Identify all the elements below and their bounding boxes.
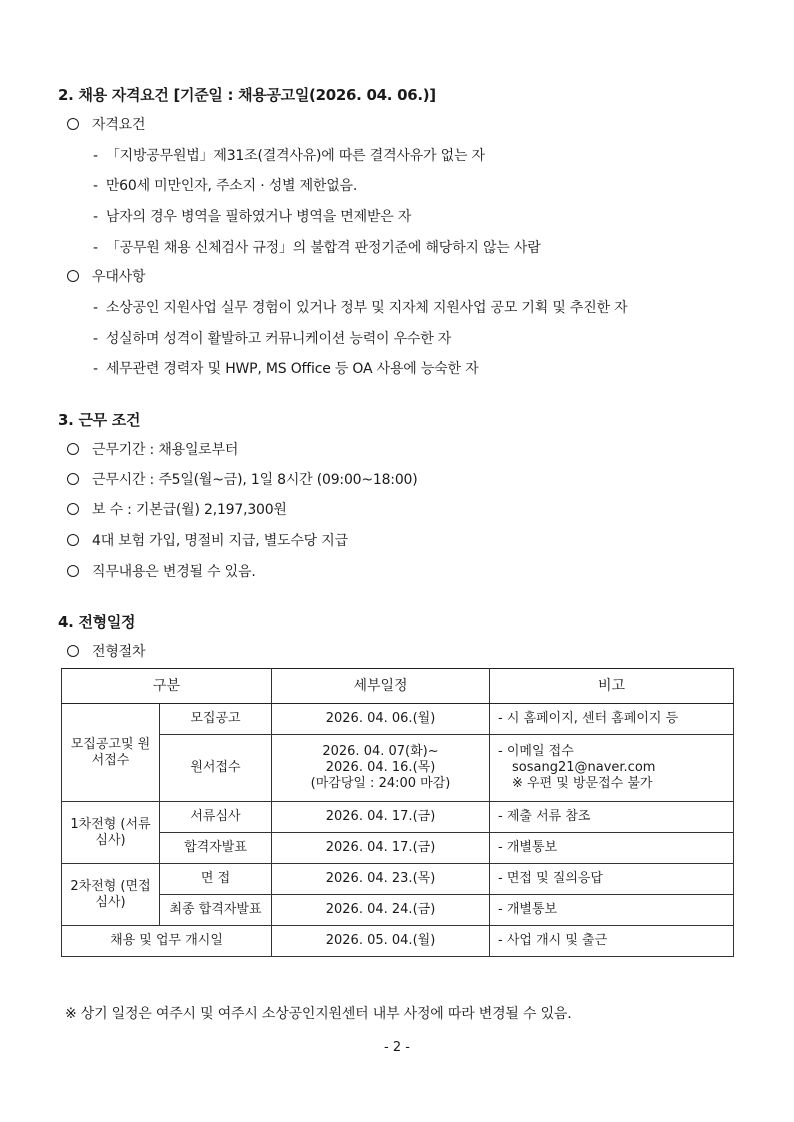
condition-text: 직무내용은 변경될 수 있음. — [92, 564, 256, 580]
list-item: - 세무관련 경력자 및 HWP, MS Office 등 OA 사용에 능숙한 자 — [93, 361, 479, 377]
circle-bullet-icon — [67, 503, 79, 515]
date-cell — [272, 735, 490, 802]
list-item: - 성실하며 성격이 활발하고 커뮤니케이션 능력이 우수한 자 — [93, 331, 452, 347]
list-item-text: 남자의 경우 병역을 필하였거나 병역을 면제받은 자 — [105, 209, 412, 225]
condition-text: 보 수 : 기본급(월) 2,197,300원 — [92, 502, 287, 518]
note-line: - 이메일 접수 — [498, 744, 574, 759]
schedule-table — [61, 668, 734, 957]
circle-bullet-icon — [67, 645, 79, 657]
list-item-text: 「공무원 채용 신체검사 규정」의 불합격 판정기준에 해당하지 않는 사람 — [105, 240, 541, 256]
section-4-title: 4. 전형일정 — [58, 613, 136, 631]
section-3-title: 3. 근무 조건 — [58, 411, 141, 429]
note-cell: - 사업 개시 및 출근 — [490, 926, 734, 957]
condition-text: 근무시간 : 주5일(월~금), 1일 8시간 (09:00~18:00) — [92, 472, 418, 488]
list-item-text: 만60세 미만인자, 주소지 · 성별 제한없음. — [105, 178, 358, 194]
list-item: - 「지방공무원법」제31조(결격사유)에 따른 결격사유가 없는 자 — [93, 148, 485, 164]
bullet-label: 우대사항 — [92, 269, 146, 285]
note-cell: - 개별통보 — [490, 833, 734, 864]
step-cell: 합격자발표 — [160, 833, 272, 864]
step-cell: 서류심사 — [160, 802, 272, 833]
date-cell: 2026. 04. 23.(목) — [272, 864, 490, 895]
bullet-qualifications — [67, 114, 145, 134]
header-schedule: 세부일정 — [272, 669, 490, 704]
bullet-label: 전형절차 — [92, 644, 146, 660]
bullet-procedure — [67, 641, 145, 661]
list-item: - 만60세 미만인자, 주소지 · 성별 제한없음. — [93, 178, 358, 194]
step-cell: 원서접수 — [160, 735, 272, 802]
note-line: ※ 우편 및 방문접수 불가 — [512, 776, 653, 791]
table-row — [62, 704, 734, 735]
bullet-label: 자격요건 — [92, 117, 146, 133]
deadline-line: (마감당일 : 24:00 마감) — [310, 776, 451, 791]
condition-text: 4대 보험 가입, 명절비 지급, 별도수당 지급 — [92, 533, 348, 549]
date-line: 2026. 04. 07(화)~ — [322, 744, 439, 759]
stage-label: 1차전형 (서류심사) — [70, 816, 151, 848]
schedule-footnote: ※ 상기 일정은 여주시 및 여주시 소상공인지원센터 내부 사정에 따라 변경될 수 있음. — [65, 1006, 572, 1022]
list-item-text: 성실하며 성격이 활발하고 커뮤니케이션 능력이 우수한 자 — [105, 331, 452, 347]
step-cell: 면 접 — [160, 864, 272, 895]
email-address: sosang21@naver.com — [512, 760, 656, 775]
section-2-title: 2. 채용 자격요건 [기준일 : 채용공고일(2026. 04. 06.)] — [58, 86, 436, 104]
header-remarks: 비고 — [490, 669, 734, 704]
note-cell: - 시 홈페이지, 센터 홈페이지 등 — [490, 704, 734, 735]
table-row — [62, 864, 734, 895]
condition-item — [67, 561, 256, 581]
circle-bullet-icon — [67, 270, 79, 282]
step-cell: 모집공고 — [160, 704, 272, 735]
table-row — [62, 802, 734, 833]
condition-item — [67, 530, 348, 550]
list-item-text: 「지방공무원법」제31조(결격사유)에 따른 결격사유가 없는 자 — [105, 148, 485, 164]
condition-text: 근무기간 : 채용일로부터 — [92, 442, 239, 458]
circle-bullet-icon — [67, 565, 79, 577]
note-cell — [490, 735, 734, 802]
stage-cell — [62, 864, 160, 926]
note-cell: - 제출 서류 참조 — [490, 802, 734, 833]
table-header-row — [62, 669, 734, 704]
note-cell: - 개별통보 — [490, 895, 734, 926]
header-category: 구분 — [62, 669, 272, 704]
circle-bullet-icon — [67, 118, 79, 130]
bullet-preferences — [67, 266, 145, 286]
stage-label: 2차전형 (면접심사) — [70, 878, 151, 910]
step-cell: 채용 및 업무 개시일 — [62, 926, 272, 957]
list-item: - 소상공인 지원사업 실무 경험이 있거나 정부 및 지자체 지원사업 공모 기획 및 추진한 자 — [93, 300, 628, 316]
stage-cell — [62, 704, 160, 802]
circle-bullet-icon — [67, 534, 79, 546]
table-row — [62, 735, 734, 802]
step-cell: 최종 합격자발표 — [160, 895, 272, 926]
circle-bullet-icon — [67, 443, 79, 455]
date-cell: 2026. 04. 17.(금) — [272, 833, 490, 864]
list-item-text: 세무관련 경력자 및 HWP, MS Office 등 OA 사용에 능숙한 자 — [105, 361, 479, 377]
circle-bullet-icon — [67, 473, 79, 485]
list-item: - 「공무원 채용 신체검사 규정」의 불합격 판정기준에 해당하지 않는 사람 — [93, 240, 541, 256]
table-row — [62, 833, 734, 864]
date-cell: 2026. 05. 04.(월) — [272, 926, 490, 957]
condition-item — [67, 469, 418, 489]
date-cell: 2026. 04. 06.(월) — [272, 704, 490, 735]
condition-item — [67, 439, 238, 459]
table-row — [62, 895, 734, 926]
note-cell: - 면접 및 질의응답 — [490, 864, 734, 895]
list-item-text: 소상공인 지원사업 실무 경험이 있거나 정부 및 지자체 지원사업 공모 기획 및 추진한 자 — [105, 300, 628, 316]
list-item: - 남자의 경우 병역을 필하였거나 병역을 면제받은 자 — [93, 209, 412, 225]
table-row — [62, 926, 734, 957]
page-number: - 2 - — [384, 1040, 410, 1055]
date-cell: 2026. 04. 17.(금) — [272, 802, 490, 833]
condition-item — [67, 499, 287, 519]
stage-cell — [62, 802, 160, 864]
stage-label: 모집공고및 원서접수 — [70, 736, 151, 768]
date-cell: 2026. 04. 24.(금) — [272, 895, 490, 926]
date-line: 2026. 04. 16.(목) — [325, 760, 436, 775]
